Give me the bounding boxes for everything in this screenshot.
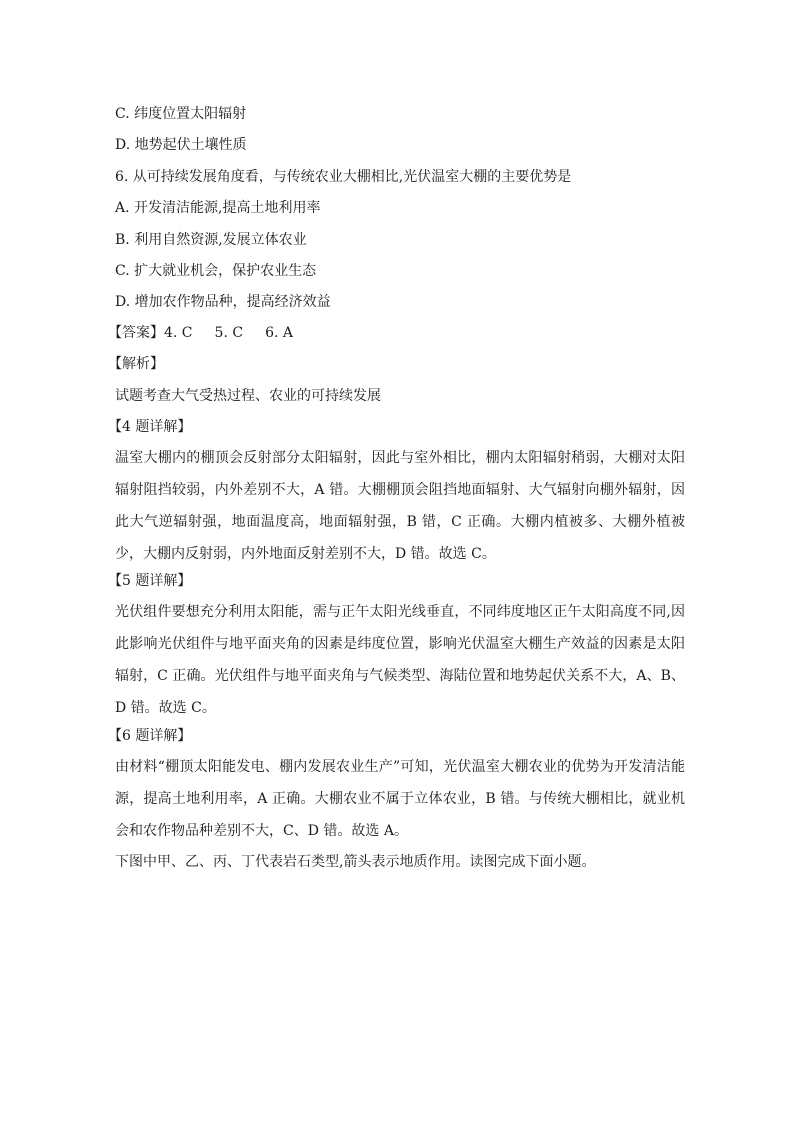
analysis-intro: 试题考查大气受热过程、农业的可持续发展	[115, 388, 381, 404]
answer-item-5: 5. C	[214, 325, 244, 341]
detail6-text: 由材料“棚顶太阳能发电、棚内发展农业生产”可知，光伏温室大棚农业的优势为开发清洁能源，提高土地利用率，A 正确。大棚农业不属于立体农业，B 错。与传统大棚相比，就业机会和农作物品种差别不大，C、D 错。故选 A。	[115, 759, 685, 839]
detail5-label: 【5 题详解】	[108, 573, 192, 589]
q5-option-c: C. 纬度位置太阳辐射	[115, 106, 247, 122]
analysis-label: 【解析】	[108, 356, 164, 372]
answer-line	[108, 323, 293, 343]
q6-option-d: D. 增加农作物品种，提高经济效益	[115, 294, 331, 310]
answer-item-6: 6. A	[265, 325, 293, 341]
detail5-text: 光伏组件要想充分利用太阳能，需与正午太阳光线垂直，不同纬度地区正午太阳高度不同,因此影响光伏组件与地平面夹角的因素是纬度位置，影响光伏温室大棚生产效益的因素是太阳辐射，C 正确。光伏组件与地平面夹角与气候类型、海陆位置和地势起伏关系不大，A、B、D 错。故选 C。	[115, 604, 685, 716]
q5-option-d: D. 地势起伏土壤性质	[115, 137, 247, 153]
detail4-text: 温室大棚内的棚顶会反射部分太阳辐射，因此与室外相比，棚内太阳辐射稍弱，大棚对太阳辐射阻挡较弱，内外差别不大，A 错。大棚棚顶会阻挡地面辐射、大气辐射向棚外辐射，因此大气逆辐射强，地面温度高，地面辐射强，B 错，C 正确。大棚内植被多、大棚外植被少，大棚内反射弱，内外地面反射差别不大，D 错。故选 C。	[115, 450, 685, 562]
answer-item-4: 4. C	[164, 325, 193, 341]
q6-option-b: B. 利用自然资源,发展立体农业	[115, 232, 307, 248]
q6-option-c: C. 扩大就业机会，保护农业生态	[115, 263, 317, 279]
q6-stem: 6. 从可持续发展角度看，与传统农业大棚相比,光伏温室大棚的主要优势是	[115, 169, 572, 185]
q6-option-a: A. 开发清洁能源,提高土地利用率	[115, 200, 321, 216]
next-question-intro: 下图中甲、乙、丙、丁代表岩石类型,箭头表示地质作用。读图完成下面小题。	[115, 854, 596, 870]
detail6-label: 【6 题详解】	[108, 728, 192, 744]
detail4-label: 【4 题详解】	[108, 419, 192, 435]
answer-label: 【答案】	[108, 325, 164, 341]
